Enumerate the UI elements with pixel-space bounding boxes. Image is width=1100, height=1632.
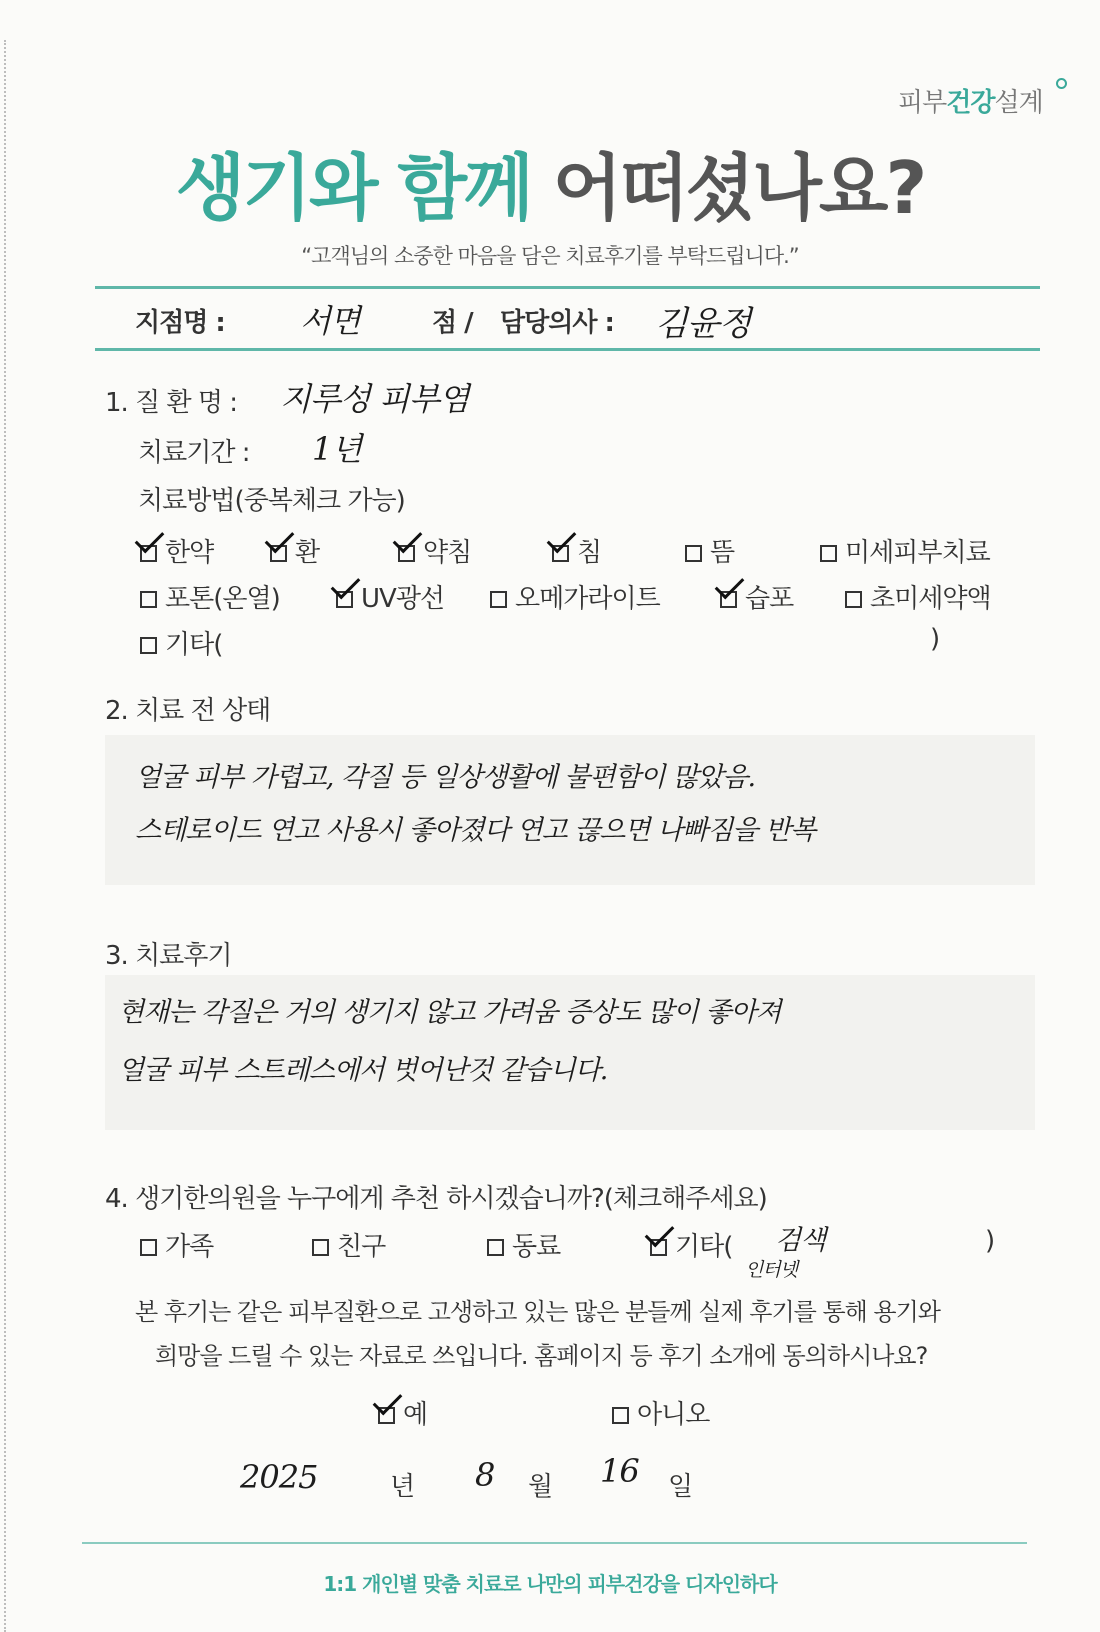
checkbox[interactable] — [140, 637, 157, 654]
method-option-yakchim[interactable]: 약침 — [398, 532, 471, 569]
disease-value: 지루성 피부염 — [280, 380, 469, 418]
checkbox[interactable] — [140, 545, 157, 562]
method-option-ultra-fine[interactable]: 초미세약액 — [845, 578, 991, 615]
method-option-chim[interactable]: 침 — [552, 532, 601, 569]
date-day: 16 — [600, 1452, 639, 1490]
checkbox[interactable] — [336, 591, 353, 608]
method-option-other[interactable]: 기타( — [140, 624, 222, 661]
consent-line-2: 희망을 드릴 수 있는 자료로 쓰입니다. 홈페이지 등 후기 소개에 동의하시나요? — [155, 1342, 928, 1370]
date-month: 8 — [475, 1456, 495, 1494]
consent-yes[interactable]: 예 — [378, 1394, 427, 1431]
period-value: 1년 — [312, 430, 362, 468]
method-option-hwan[interactable]: 환 — [270, 532, 319, 569]
recommend-family[interactable]: 가족 — [140, 1226, 213, 1263]
method-label: 치료방법(중복체크 가능) — [138, 486, 405, 516]
page-title — [0, 130, 1100, 234]
checkbox[interactable] — [270, 545, 287, 562]
method-option-photon[interactable]: 포톤(온열) — [140, 578, 280, 615]
disease-label: 1. 질 환 명 : — [105, 388, 237, 418]
checkbox[interactable] — [685, 545, 702, 562]
recommend-friend[interactable]: 친구 — [312, 1226, 385, 1263]
doctor-label: 담당의사 : — [500, 308, 614, 338]
method-option-seuppo[interactable]: 습포 — [720, 578, 793, 615]
scan-edge-dots — [4, 40, 6, 1632]
checkbox[interactable] — [378, 1407, 395, 1424]
checkbox[interactable] — [650, 1239, 667, 1256]
recommend-coworker[interactable]: 동료 — [487, 1226, 560, 1263]
method-option-hanyak[interactable]: 한약 — [140, 532, 213, 569]
consent-line-1: 본 후기는 같은 피부질환으로 고생하고 있는 많은 분들께 실제 후기를 통해 용기와 — [135, 1298, 940, 1326]
section2-line-1: 얼굴 피부 가렵고, 각질 등 일상생활에 불편함이 많았음. — [135, 762, 756, 793]
date-month-unit: 월 — [528, 1472, 553, 1502]
footer-rule — [82, 1542, 1027, 1544]
section2-heading: 2. 치료 전 상태 — [105, 696, 271, 726]
consent-no[interactable]: 아니오 — [612, 1394, 709, 1431]
brand-logo: 피부건강설계 — [898, 88, 1043, 118]
section3-line-1: 현재는 각질은 거의 생기지 않고 가려움 증상도 많이 좋아져 — [118, 997, 781, 1028]
section2-line-2: 스테로이드 연고 사용시 좋아졌다 연고 끊으면 나빠짐을 반복 — [135, 815, 816, 846]
checkbox[interactable] — [312, 1239, 329, 1256]
section3-line-2: 얼굴 피부 스트레스에서 벗어난것 같습니다. — [118, 1055, 608, 1086]
period-label: 치료기간 : — [138, 438, 250, 468]
checkbox[interactable] — [487, 1239, 504, 1256]
checkbox[interactable] — [490, 591, 507, 608]
recommend-other-close: ) — [985, 1226, 995, 1256]
date-year: 2025 — [240, 1458, 318, 1496]
footer-slogan: 1:1 개인별 맞춤 치료로 나만의 피부건강을 디자인하다 — [323, 1572, 777, 1596]
checkbox[interactable] — [140, 591, 157, 608]
header-bottom-rule — [95, 348, 1040, 351]
recommend-other-value: 검색 — [775, 1225, 826, 1256]
checkbox[interactable] — [552, 545, 569, 562]
checkbox[interactable] — [612, 1407, 629, 1424]
branch-value: 서면 — [300, 302, 360, 340]
branch-label: 지점명 : — [135, 308, 225, 338]
method-option-micro-skin[interactable]: 미세피부치료 — [820, 532, 990, 569]
date-year-unit: 년 — [390, 1472, 415, 1502]
doctor-value: 김윤정 — [655, 304, 751, 344]
header-top-rule — [95, 286, 1040, 289]
method-option-omega-light[interactable]: 오메가라이트 — [490, 578, 660, 615]
recommend-other-note: 인터넷 — [745, 1259, 798, 1281]
section3-heading: 3. 치료후기 — [105, 941, 232, 971]
section4-heading: 4. 생기한의원을 누구에게 추천 하시겠습니까?(체크해주세요) — [105, 1184, 767, 1214]
page-subtitle: “고객님의 소중한 마음을 담은 치료후기를 부탁드립니다.” — [301, 244, 799, 268]
method-option-uv[interactable]: UV광선 — [336, 578, 444, 615]
method-other-close: ) — [930, 624, 940, 654]
checkbox[interactable] — [845, 591, 862, 608]
title-gray: 어떠셨나요? — [552, 146, 925, 230]
recommend-other[interactable]: 기타( — [650, 1226, 732, 1263]
checkbox[interactable] — [398, 545, 415, 562]
brand-dot-icon — [1056, 78, 1067, 89]
checkbox[interactable] — [140, 1239, 157, 1256]
branch-suffix: 점 / — [432, 308, 473, 338]
checkbox[interactable] — [820, 545, 837, 562]
title-green: 생기와 함께 — [175, 146, 531, 230]
checkbox[interactable] — [720, 591, 737, 608]
date-day-unit: 일 — [668, 1472, 693, 1502]
method-option-tteum[interactable]: 뜸 — [685, 532, 734, 569]
